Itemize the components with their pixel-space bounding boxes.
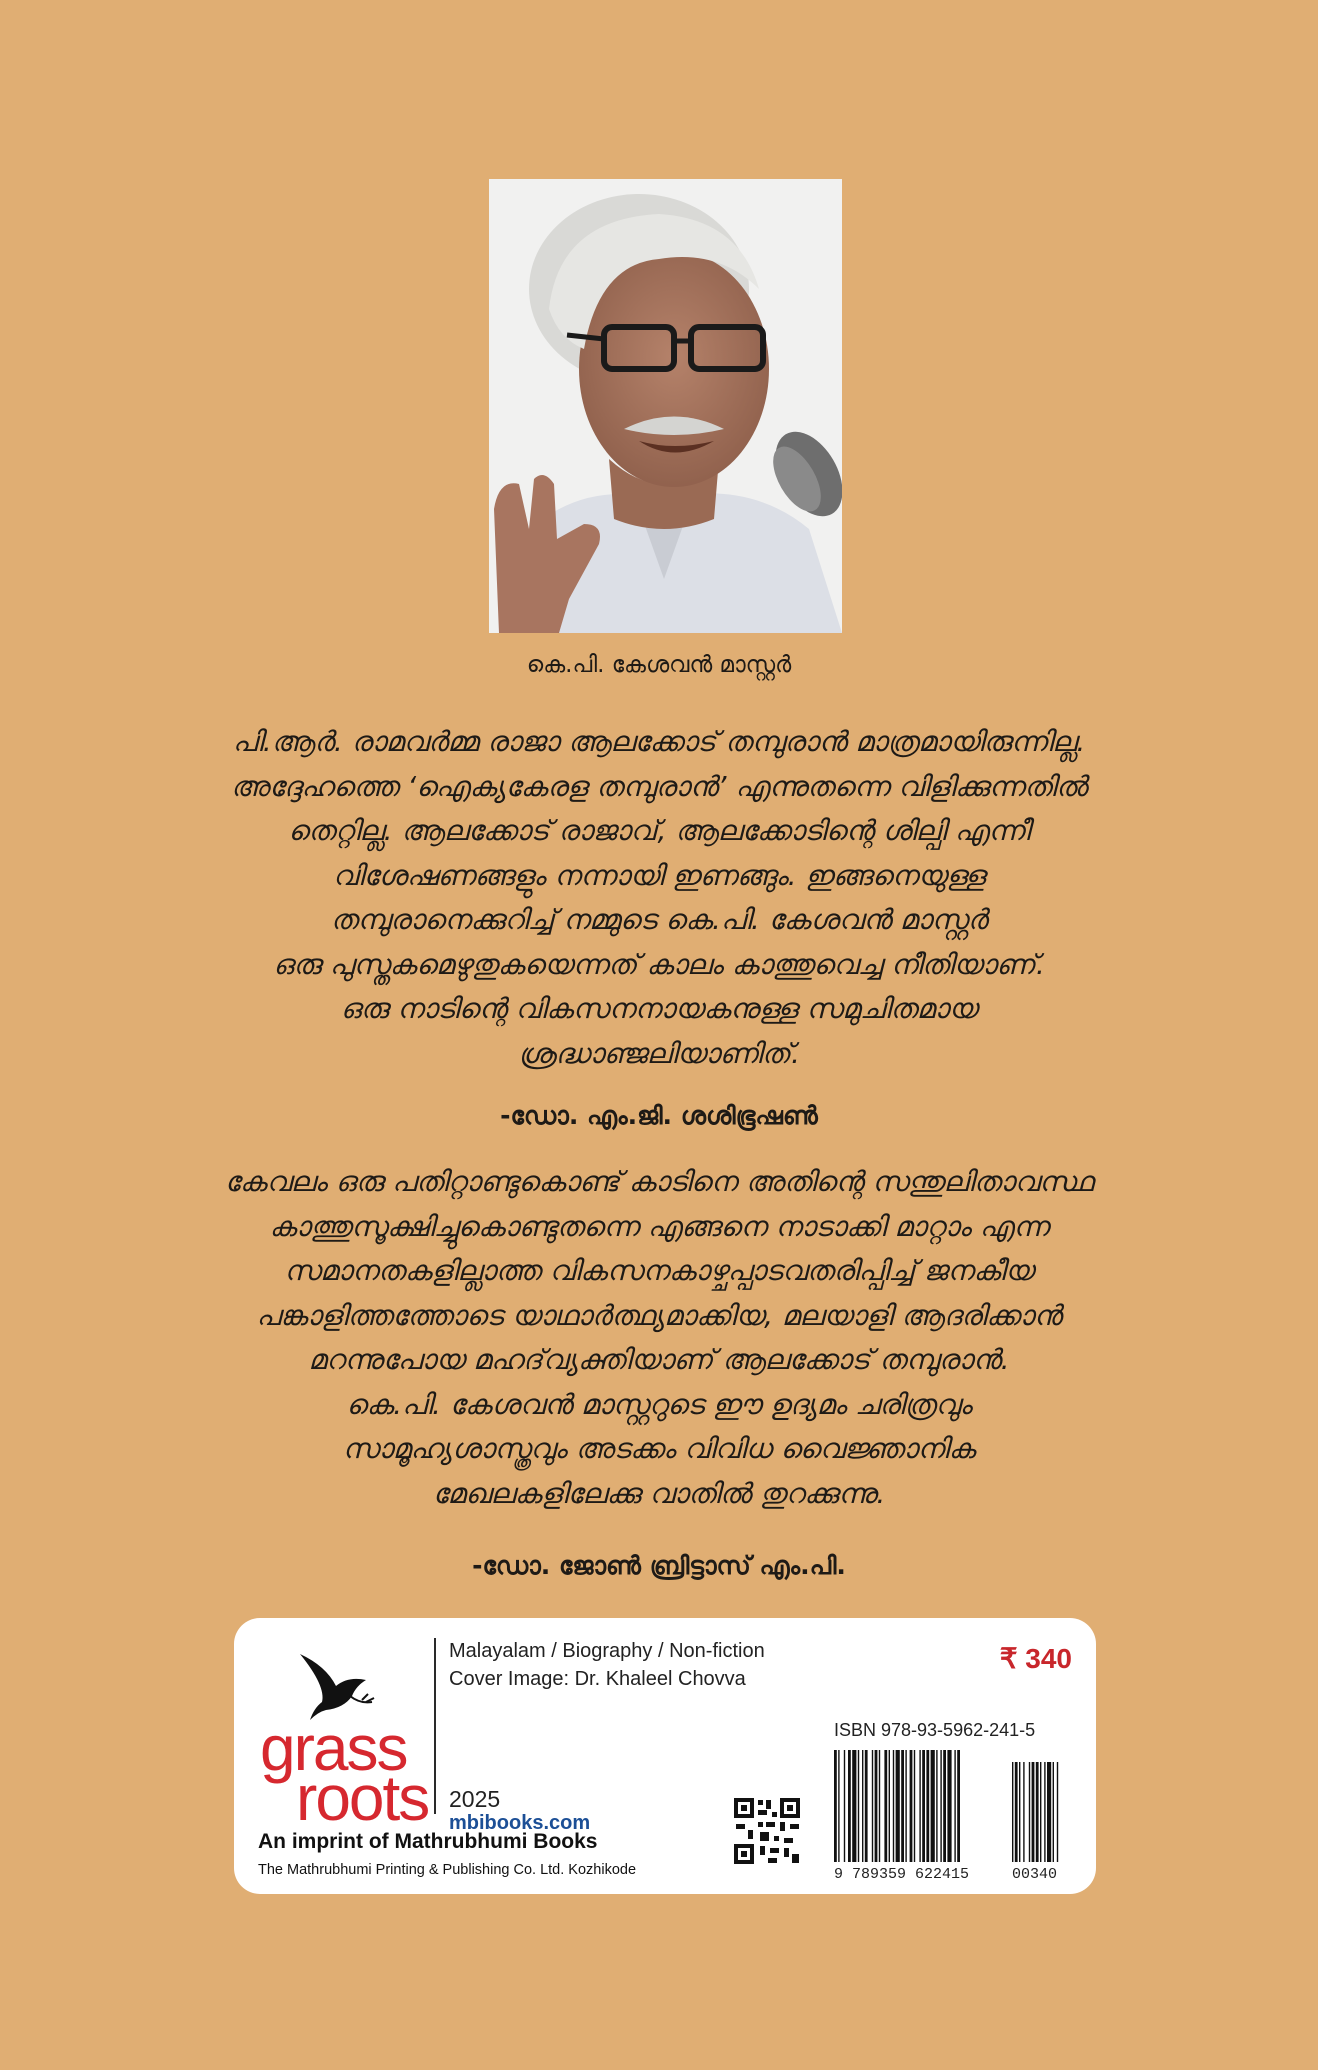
blurb-line: മറന്നുപോയ മഹദ്‌വ്യക്തിയാണ് ആലക്കോട് തമ്പുരാൻ. <box>308 1343 1010 1376</box>
logo-grass-text: grass <box>260 1712 407 1784</box>
blurb-line: കേവലം ഒരു പതിറ്റാണ്ടുകൊണ്ട് കാടിനെ അതിന്റെ സന്തുലിതാവസ്ഥ <box>224 1165 1094 1198</box>
barcode-addon-digits: 00340 <box>1012 1866 1058 1883</box>
barcode-digits: 9 789359 622415 <box>834 1866 970 1883</box>
imprint-text: An imprint of Mathrubhumi Books <box>258 1830 598 1853</box>
blurb-line: പി.ആർ. രാമവർമ്മ രാജാ ആലക്കോട് തമ്പുരാൻ മാത്രമായിരുന്നില്ല. <box>232 725 1086 758</box>
author-caption: കെ.പി. കേശവൻ മാസ്റ്റർ <box>526 652 792 678</box>
publication-year: 2025 <box>449 1786 501 1812</box>
blurb-line: കാത്തുസൂക്ഷിച്ചുകൊണ്ടുതന്നെ എങ്ങനെ നാടാക്കി മാറ്റാം എന്ന <box>269 1209 1049 1243</box>
blurb-line: സമാനതകളില്ലാത്ത വികസനകാഴ്ചപ്പാടവതരിപ്പിച്ച് ജനകീയ <box>284 1254 1034 1287</box>
author-photo <box>489 179 842 633</box>
blurb-line: പങ്കാളിത്തത്തോടെ യാഥാർത്ഥ്യമാക്കിയ, മലയാളി ആദരിക്കാൻ <box>256 1298 1062 1332</box>
blurb-line: കെ.പി. കേശവൻ മാസ്റ്ററുടെ ഈ ഉദ്യമം ചരിത്രവും <box>346 1387 972 1421</box>
blurb-line: തെറ്റില്ല. ആലക്കോട് രാജാവ്, ആലക്കോടിന്റെ ശില്പി എന്നീ <box>288 814 1030 847</box>
logo-roots-text: roots <box>296 1762 429 1834</box>
divider <box>434 1638 436 1814</box>
barcode-icon <box>834 1750 1074 1862</box>
blurb-line: വിശേഷണങ്ങളും നന്നായി ഇണങ്ങും. ഇങ്ങനെയുള്ള <box>332 858 986 892</box>
price-label: ₹ 340 <box>999 1643 1072 1674</box>
blurb-line: തമ്പുരാനെക്കുറിച്ച് നമ്മുടെ കെ.പി. കേശവൻ മാസ്റ്റർ <box>330 903 988 936</box>
blurb-line: അദ്ദേഹത്തെ ‘ഐക്യകേരള തമ്പുരാൻ’ എന്നുതന്നെ വിളിക്കുന്നതിൽ <box>230 769 1088 803</box>
blurb-line: ഒരു പുസ്തകമെഴുതുകയെന്നത് കാലം കാത്തുവെച്ച നീതിയാണ്. <box>273 947 1045 981</box>
author-portrait-illustration <box>489 179 842 633</box>
isbn-text: ISBN 978-93-5962-241-5 <box>834 1720 1036 1740</box>
blurb-line: സാമൂഹ്യശാസ്ത്രവും അടക്കം വിവിധ വൈജ്ഞാനിക <box>342 1432 976 1465</box>
publisher-panel <box>234 1618 1096 1894</box>
cover-credit-text: Cover Image: Dr. Khaleel Chovva <box>449 1668 746 1690</box>
website-link[interactable]: mbibooks.com <box>449 1812 591 1834</box>
blurb-2-attribution: -ഡോ. ജോൺ ബ്രിട്ടാസ് എം.പി. <box>472 1551 846 1580</box>
blurb-paragraph-1 <box>170 720 1148 1076</box>
blurb-line: മേഖലകളിലേക്കു വാതിൽ തുറക്കുന്നു. <box>432 1476 886 1510</box>
blurb-paragraph-2 <box>170 1160 1148 1516</box>
qr-code-icon <box>732 1796 802 1866</box>
company-text: The Mathrubhumi Printing & Publishing Co. Ltd. Kozhikode <box>258 1862 637 1878</box>
category-text: Malayalam / Biography / Non-fiction <box>449 1640 765 1662</box>
blurb-1-attribution: -ഡോ. എം.ജി. ശശിഭൂഷൺ <box>500 1101 818 1130</box>
blurb-line: ഒരു നാടിന്റെ വികസനനായകനുള്ള സമുചിതമായ <box>340 992 978 1025</box>
blurb-line: ശ്രദ്ധാഞ്ജലിയാണിത്. <box>518 1036 800 1070</box>
